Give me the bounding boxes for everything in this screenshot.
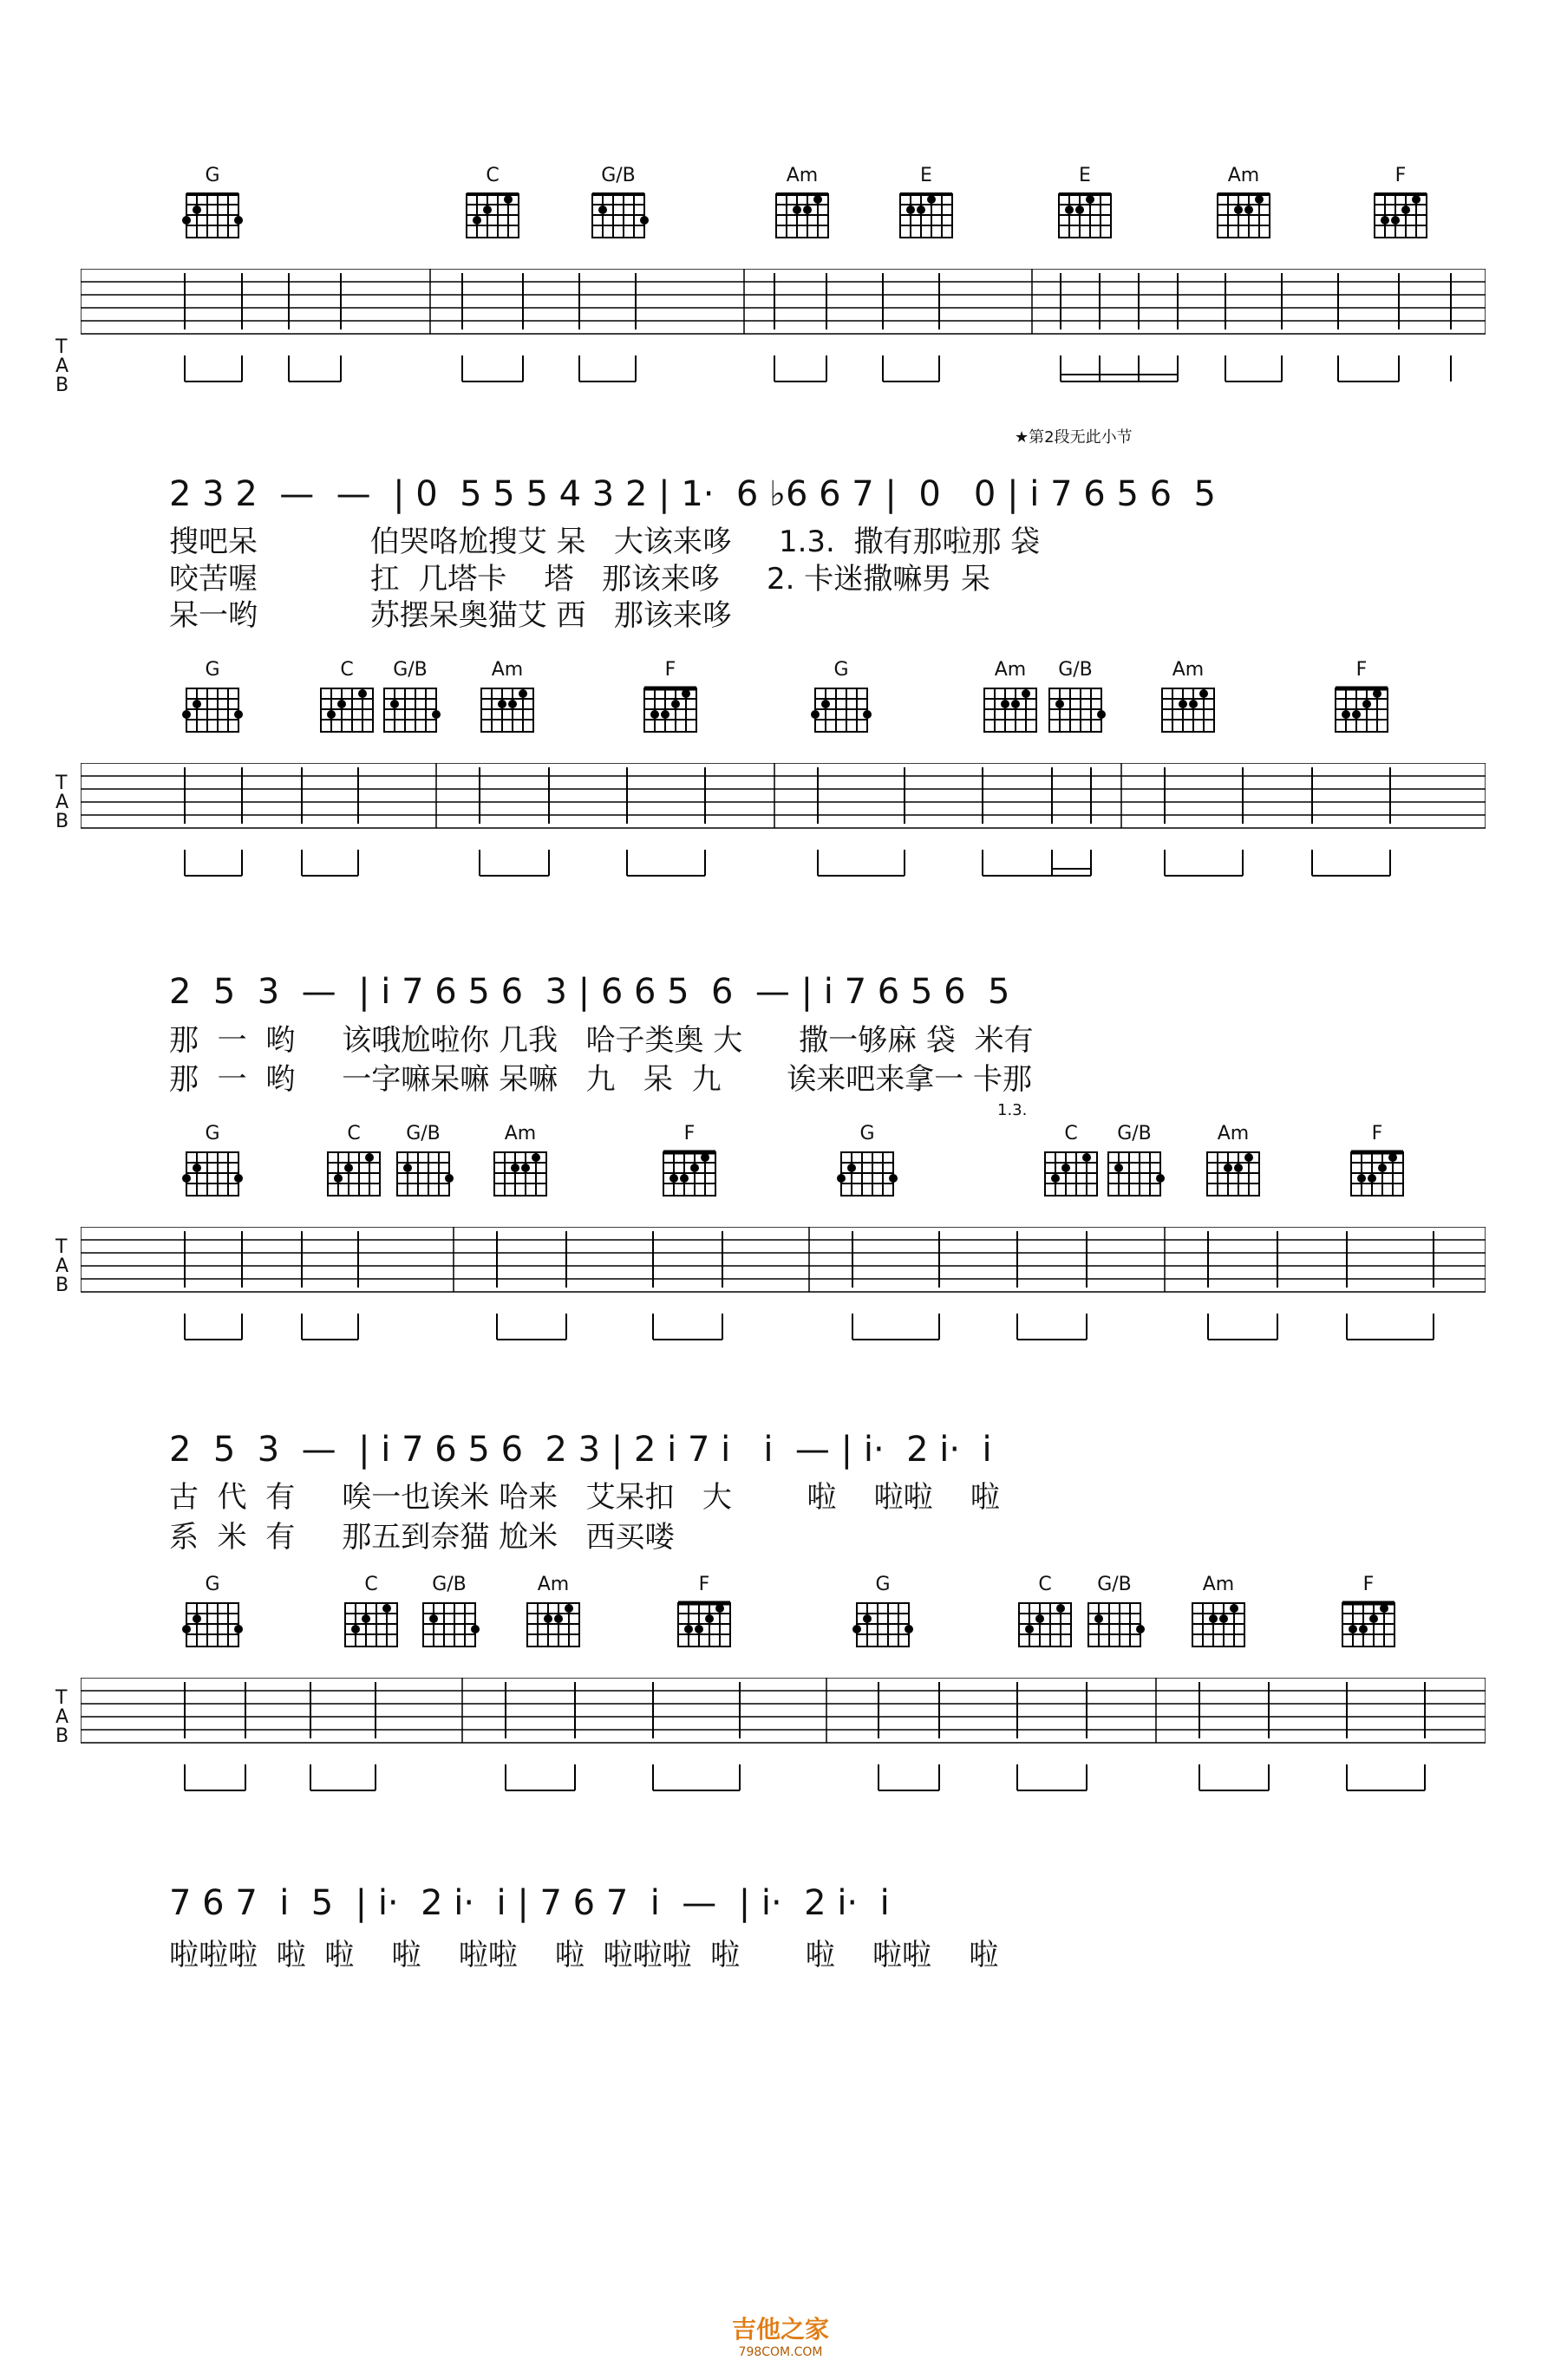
- chord-diagram: [519, 1574, 588, 1650]
- chord-diagram: [1199, 1123, 1268, 1199]
- fretboard-grid: [180, 187, 245, 241]
- tab-staff: [81, 269, 1486, 373]
- chord-name: C: [1038, 1574, 1052, 1595]
- fretboard-grid: [416, 1596, 482, 1650]
- fretboard-grid: [390, 1145, 456, 1199]
- tab-letter: T: [56, 336, 68, 358]
- tab-letters: [56, 1689, 69, 1746]
- chord-name: Am: [1202, 1574, 1235, 1595]
- fretboard-grid: [656, 1145, 722, 1199]
- chord-diagram: [1334, 1574, 1403, 1650]
- fretboard-grid: [377, 681, 443, 735]
- fretboard-grid: [487, 1145, 553, 1199]
- chord-diagram: [1080, 1574, 1149, 1650]
- tab-letter: T: [56, 1236, 68, 1258]
- fretboard-grid: [180, 1596, 245, 1650]
- site-url: 798COM.COM: [738, 2345, 823, 2359]
- tab-letter: A: [56, 1706, 69, 1728]
- chord-name: Am: [537, 1574, 570, 1595]
- fretboard-grid: [321, 1145, 387, 1199]
- system-4: [0, 1574, 1561, 2007]
- chord-diagram: [458, 165, 527, 241]
- chord-name: E: [920, 165, 932, 186]
- chord-name: C: [340, 659, 354, 681]
- chord-name: G: [205, 1574, 220, 1595]
- lyric-line: 啦啦啦 啦 啦 啦 啦啦 啦 啦啦啦 啦 啦 啦啦 啦: [169, 1938, 999, 1972]
- chord-diagram: [807, 659, 876, 735]
- chord-diagram: [178, 1123, 247, 1199]
- tab-letter: B: [56, 1275, 69, 1296]
- lyric-line: 呆一哟 苏摆呆奥猫艾 西 那该来哆: [169, 598, 732, 633]
- chord-name: G: [205, 659, 220, 681]
- chord-diagram: [636, 659, 705, 735]
- chord-diagram: [178, 165, 247, 241]
- lyric-line: 搜吧呆 伯哭咯尬搜艾 呆 大该来哆 1.3. 撒有那啦那 袋: [169, 525, 1041, 559]
- chord-name: G/B: [1117, 1123, 1152, 1144]
- chord-diagram: [1327, 659, 1396, 735]
- volta-marker: 1.3.: [997, 1101, 1028, 1119]
- fretboard-grid: [1012, 1596, 1078, 1650]
- chord-name: G: [875, 1574, 891, 1595]
- chord-name: G/B: [601, 165, 636, 186]
- chord-name: C: [364, 1574, 378, 1595]
- fretboard-grid: [671, 1596, 737, 1650]
- chord-name: Am: [1227, 165, 1260, 186]
- chord-name: C: [347, 1123, 361, 1144]
- system-3: [0, 1123, 1561, 1556]
- chord-diagram: [833, 1123, 902, 1199]
- fretboard-grid: [1200, 1145, 1266, 1199]
- lyric-line: 系 米 有 那五到奈猫 尬米 西买喽: [169, 1520, 675, 1555]
- chord-diagram: [1010, 1574, 1080, 1650]
- chord-name: G: [205, 165, 220, 186]
- fretboard-grid: [769, 187, 835, 241]
- chord-diagram: [767, 165, 837, 241]
- system-1: [0, 165, 1561, 633]
- chord-diagram: [376, 659, 445, 735]
- chord-name: F: [664, 659, 676, 681]
- chord-diagram: [319, 1123, 389, 1199]
- jianpu-line: 7 6 7 i 5 | i· 2 i· i | 7 6 7 i — | i· 2 i· i: [169, 1883, 890, 1923]
- chord-name: G: [205, 1123, 220, 1144]
- chord-diagram: [584, 165, 653, 241]
- chord-diagram: [1041, 659, 1110, 735]
- chord-name: G/B: [393, 659, 428, 681]
- tab-staff-lines: [81, 1227, 1486, 1374]
- chord-name: C: [1064, 1123, 1078, 1144]
- tab-letter: T: [56, 1687, 68, 1709]
- chord-name: C: [486, 165, 500, 186]
- tab-staff-lines: [81, 269, 1486, 416]
- chord-diagram: [1184, 1574, 1253, 1650]
- chord-name: Am: [786, 165, 819, 186]
- chord-name: Am: [491, 659, 524, 681]
- chord-name: Am: [1217, 1123, 1250, 1144]
- chord-diagram: [1209, 165, 1278, 241]
- chord-name: G/B: [406, 1123, 441, 1144]
- chord-name: G: [833, 659, 849, 681]
- fretboard-grid: [1368, 187, 1434, 241]
- fretboard-grid: [1042, 681, 1108, 735]
- fretboard-grid: [1155, 681, 1221, 735]
- chord-diagram: [178, 1574, 247, 1650]
- chord-diagram: [486, 1123, 555, 1199]
- chord-diagram: [178, 659, 247, 735]
- fretboard-grid: [893, 187, 959, 241]
- chord-name: Am: [994, 659, 1027, 681]
- site-watermark: [0, 2311, 1561, 2359]
- fretboard-grid: [1101, 1145, 1167, 1199]
- chord-diagram: [1153, 659, 1223, 735]
- chord-name: Am: [504, 1123, 537, 1144]
- system-2: [0, 659, 1561, 1119]
- chord-name: F: [1362, 1574, 1375, 1595]
- fretboard-grid: [1052, 187, 1118, 241]
- chord-diagram: [1366, 165, 1435, 241]
- site-logo-text: 吉他之家: [731, 2315, 829, 2344]
- fretboard-grid: [338, 1596, 404, 1650]
- tab-letters: [56, 774, 69, 831]
- fretboard-grid: [474, 681, 540, 735]
- chord-diagram: [415, 1574, 484, 1650]
- fretboard-grid: [1329, 681, 1394, 735]
- fretboard-grid: [460, 187, 526, 241]
- tab-letters: [56, 338, 69, 395]
- fretboard-grid: [1336, 1596, 1401, 1650]
- tab-letter: B: [56, 375, 69, 396]
- chord-name: G/B: [432, 1574, 467, 1595]
- fretboard-grid: [180, 1145, 245, 1199]
- chord-diagram: [976, 659, 1045, 735]
- jianpu-line: 2 5 3 — | i 7 6 5 6 2 3 | 2 i 7 i i — | i· 2 i· i: [169, 1430, 992, 1470]
- fretboard-grid: [520, 1596, 586, 1650]
- tab-letter: B: [56, 811, 69, 832]
- chord-name: G/B: [1058, 659, 1093, 681]
- tab-staff: [81, 763, 1486, 867]
- fretboard-grid: [808, 681, 874, 735]
- tab-letter: B: [56, 1725, 69, 1747]
- chord-name: G/B: [1097, 1574, 1132, 1595]
- chord-name: F: [1394, 165, 1407, 186]
- tab-letter: T: [56, 773, 68, 794]
- chord-diagram: [1050, 165, 1120, 241]
- lyric-line: 那 一 哟 该哦尬啦你 几我 哈子类奥 大 撒一够麻 袋 米有: [169, 1023, 1034, 1058]
- chord-name: Am: [1172, 659, 1205, 681]
- fretboard-grid: [1038, 1145, 1104, 1199]
- tab-letter: A: [56, 792, 69, 813]
- chord-diagram: [1342, 1123, 1412, 1199]
- chord-diagram: [389, 1123, 458, 1199]
- chord-diagram: [312, 659, 382, 735]
- fretboard-grid: [1211, 187, 1277, 241]
- chord-diagram: [655, 1123, 724, 1199]
- chord-diagram: [1100, 1123, 1169, 1199]
- tab-staff-lines: [81, 763, 1486, 910]
- fretboard-grid: [314, 681, 380, 735]
- tab-letter: A: [56, 1255, 69, 1277]
- fretboard-grid: [1344, 1145, 1410, 1199]
- lyric-line: 那 一 哟 一字嘛呆嘛 呆嘛 九 呆 九 诶来吧来拿一 卡那: [169, 1062, 1032, 1097]
- fretboard-grid: [1081, 1596, 1147, 1650]
- chord-diagram: [336, 1574, 406, 1650]
- tab-letters: [56, 1238, 69, 1295]
- lyric-line: 咬苦喔 扛 几塔卡 塔 那该来哆 2. 卡迷撒嘛男 呆: [169, 562, 991, 597]
- jianpu-line: 2 5 3 — | i 7 6 5 6 3 | 6 6 5 6 — | i 7 6 5 6 5: [169, 972, 1010, 1012]
- fretboard-grid: [834, 1145, 900, 1199]
- chord-name: F: [698, 1574, 710, 1595]
- chord-diagram: [848, 1574, 918, 1650]
- fretboard-grid: [585, 187, 651, 241]
- fretboard-grid: [850, 1596, 916, 1650]
- fretboard-grid: [977, 681, 1043, 735]
- footnote: ★第2段无此小节: [1015, 428, 1133, 447]
- chord-name: F: [683, 1123, 696, 1144]
- chord-diagram: [892, 165, 961, 241]
- chord-diagram: [669, 1574, 739, 1650]
- tab-letter: A: [56, 355, 69, 377]
- chord-name: F: [1355, 659, 1368, 681]
- chord-diagram: [1036, 1123, 1106, 1199]
- chord-diagram: [473, 659, 542, 735]
- fretboard-grid: [637, 681, 703, 735]
- fretboard-grid: [180, 681, 245, 735]
- tab-staff-lines: [81, 1678, 1486, 1825]
- tab-staff: [81, 1678, 1486, 1782]
- chord-name: F: [1371, 1123, 1383, 1144]
- tab-staff: [81, 1227, 1486, 1331]
- chord-name: G: [859, 1123, 875, 1144]
- lyric-line: 古 代 有 唉一也诶米 哈来 艾呆扣 大 啦 啦啦 啦: [169, 1480, 1000, 1515]
- chord-name: E: [1079, 165, 1091, 186]
- fretboard-grid: [1185, 1596, 1251, 1650]
- jianpu-line: 2 3 2 — — | 0 5 5 5 4 3 2 | 1· 6 ♭6 6 7 | 0 0 | i 7 6 5 6 5: [169, 474, 1216, 514]
